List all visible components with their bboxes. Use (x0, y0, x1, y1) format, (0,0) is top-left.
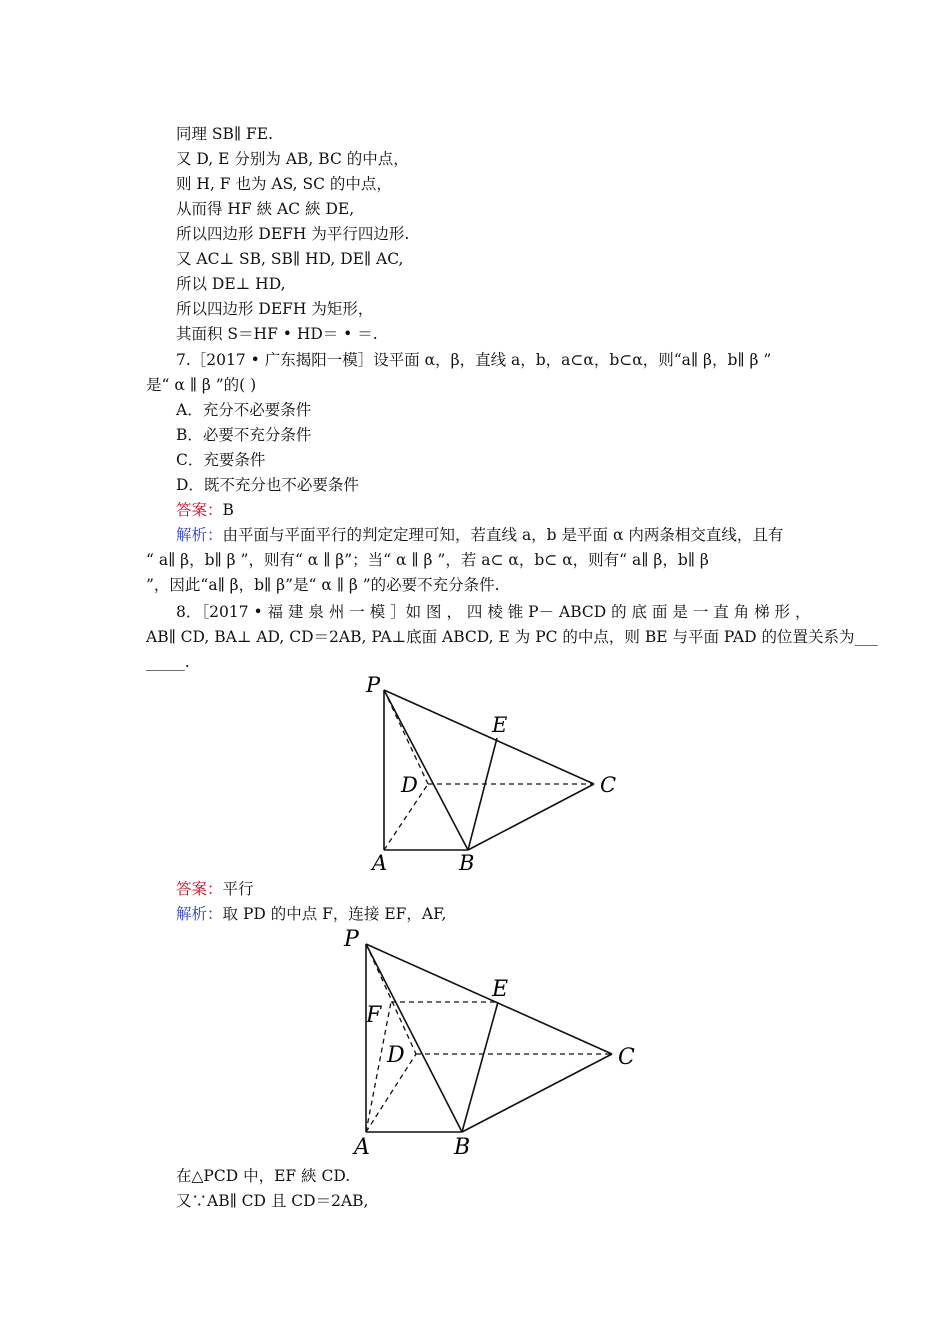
label-p: P (344, 927, 359, 952)
edge-pd (366, 944, 416, 1054)
pyramid-figure-2-svg (338, 926, 638, 1156)
q7-option-b: B．必要不充分条件 (176, 426, 312, 444)
q7-analysis-text-1: 由平面与平面平行的判定定理可知，若直线 a，b 是平面 α 内两条相交直线，且有 (222, 526, 784, 544)
proof-line-2: 又 D, E 分别为 AB, BC 的中点， (176, 150, 409, 168)
q7-option-d: D．既不充分也不必要条件 (176, 476, 359, 494)
proof-line-1: 同理 SB∥ FE. (176, 125, 274, 143)
label-a: A (372, 851, 388, 870)
q8-stem-line-1: 8．［2017 • 福 建 泉 州 一 模 ］如 图 ， 四 棱 锥 P－ ABCD 的 底 面 是 一 直 角 梯 形 ， (176, 603, 811, 621)
label-b: B (459, 851, 475, 870)
label-c: C (600, 773, 617, 797)
label-p: P (366, 673, 381, 697)
q8-stem-line-3: _____. (146, 653, 190, 671)
q7-analysis-line-1 (176, 524, 783, 546)
segment-be (462, 1002, 498, 1132)
proof-line-9: 其面积 S＝HF • HD＝ • ＝. (176, 325, 378, 343)
label-f: F (366, 1003, 382, 1028)
q7-analysis-label: 解析： (176, 526, 223, 544)
label-d: D (401, 773, 418, 797)
edge-pb (384, 690, 468, 850)
q8-analysis-text: 取 PD 的中点 F，连接 EF，AF, (222, 905, 447, 923)
proof-line-7: 所以 DE⊥ HD, (176, 275, 286, 293)
q8-analysis-line-3: 又∵AB∥ CD 且 CD＝2AB, (176, 1192, 369, 1210)
label-e: E (492, 713, 508, 737)
label-a: A (354, 1135, 370, 1156)
q7-answer-label: 答案： (176, 501, 223, 519)
proof-line-6: 又 AC⊥ SB, SB∥ HD, DE∥ AC, (176, 250, 404, 268)
q7-stem-line-2: 是“ α ∥ β ”的( ) (146, 376, 257, 394)
proof-line-3: 则 H, F 也为 AS, SC 的中点， (176, 175, 392, 193)
q8-answer-value: 平行 (222, 880, 254, 898)
pyramid-figure-2 (338, 926, 638, 1156)
q7-option-a: A．充分不必要条件 (176, 401, 312, 419)
label-d: D (387, 1043, 405, 1068)
q7-stem-line-1: 7.［2017 • 广东揭阳一模］设平面 α，β，直线 a，b，a⊂α，b⊂α，则“a∥ β，b∥ β ” (176, 351, 772, 369)
q7-option-c: C．充要条件 (176, 451, 266, 469)
pyramid-figure-1 (356, 672, 620, 870)
proof-line-8: 所以四边形 DEFH 为矩形， (176, 300, 374, 318)
q8-analysis-line-2: 在△PCD 中，EF 綊 CD. (176, 1167, 351, 1185)
label-b: B (454, 1135, 471, 1156)
proof-line-4: 从而得 HF 綊 AC 綊 DE, (176, 200, 355, 218)
edge-bc (468, 784, 594, 850)
edge-bc (462, 1054, 612, 1132)
q7-analysis-line-2: “ a∥ β，b∥ β ”，则有“ α ∥ β”；当“ α ∥ β ”，若 a⊂ α，b⊂ α，则有“ a∥ β，b∥ β (146, 551, 709, 569)
q8-analysis-label: 解析： (176, 905, 223, 923)
pyramid-figure-1-svg (356, 672, 620, 870)
label-c: C (618, 1045, 635, 1070)
q7-answer-value: B (222, 501, 234, 519)
q7-analysis-line-3: ”，因此“a∥ β，b∥ β”是“ α ∥ β ”的必要不充分条件. (146, 576, 500, 594)
edge-pb (366, 944, 462, 1132)
segment-be (468, 738, 497, 850)
q7-answer (176, 499, 234, 521)
q8-answer-label: 答案： (176, 880, 223, 898)
label-e: E (492, 977, 509, 1002)
edge-pc (366, 944, 612, 1054)
proof-line-5: 所以四边形 DEFH 为平行四边形. (176, 225, 410, 243)
q8-stem-line-2: AB∥ CD, BA⊥ AD, CD＝2AB, PA⊥底面 ABCD, E 为 PC 的中点，则 BE 与平面 PAD 的位置关系为___ (146, 628, 878, 646)
q8-answer (176, 878, 254, 900)
q8-analysis-line-1 (176, 903, 446, 925)
